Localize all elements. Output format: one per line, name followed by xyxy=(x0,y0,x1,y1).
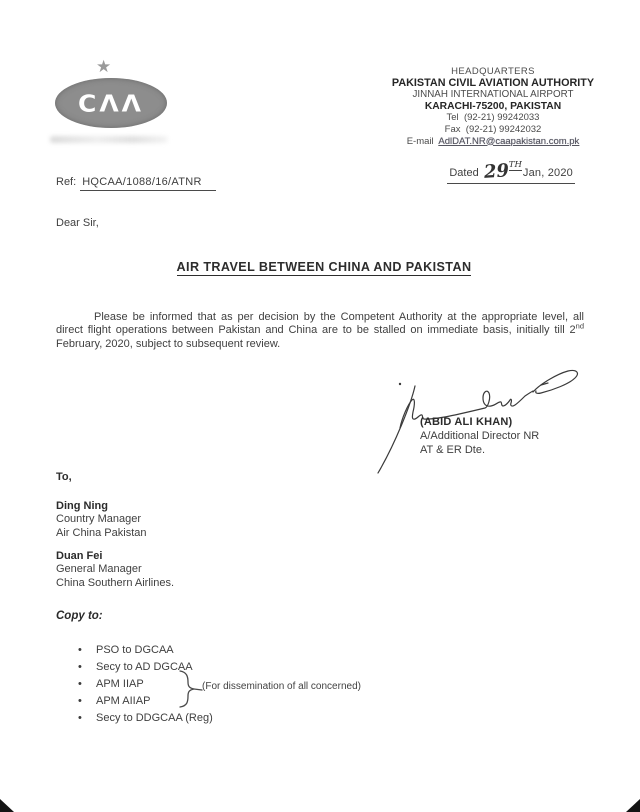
signatory-title-2: AT & ER Dte. xyxy=(420,443,486,456)
brace-note: (For dissemination of all concerned) xyxy=(202,681,361,692)
copy-list-item xyxy=(78,709,213,726)
body-text-2: February, 2020, subject to subsequent review. xyxy=(56,337,281,350)
tel-number: (92-21) 99242033 xyxy=(463,112,540,124)
letterhead-city: KARACHI-75200, PAKISTAN xyxy=(424,100,562,112)
photo-corner-left xyxy=(0,799,14,812)
to-label: To, xyxy=(56,471,72,483)
subject-text: AIR TRAVEL BETWEEN CHINA AND PAKISTAN xyxy=(176,260,472,274)
caa-logo-text: ϹΛΛ xyxy=(77,89,145,117)
photo-corner-right xyxy=(626,799,640,812)
tel-label: Tel xyxy=(446,112,459,124)
body-text-1: Please be informed that as per decision by the Competent Authority at the appropriate level, all direct flight operations between Pakistan and China are to be stalled on immediate basis, initially till 2 xyxy=(56,311,584,337)
brace-icon xyxy=(177,669,205,709)
salutation: Dear Sir, xyxy=(56,217,99,229)
recipient-title: General Manager xyxy=(56,563,142,576)
recipient-entry xyxy=(56,550,174,590)
bullet-icon: • xyxy=(78,677,82,690)
body-paragraph xyxy=(56,311,584,351)
date-line xyxy=(447,162,575,184)
recipient-name: Ding Ning xyxy=(56,500,108,512)
letterhead-tel xyxy=(340,112,640,124)
copy-item-label: APM IIAP xyxy=(96,677,144,690)
recipient-org: Air China Pakistan xyxy=(56,526,147,539)
copy-item-label: APM AIIAP xyxy=(96,694,151,707)
fax-number: (92-21) 99242032 xyxy=(465,123,542,135)
bullet-icon: • xyxy=(78,694,82,707)
signatory-name: (ABID ALI KHAN) xyxy=(420,416,513,428)
ref-label: Ref: xyxy=(56,176,77,188)
copy-list-item xyxy=(78,641,213,658)
letterhead-fax xyxy=(340,124,640,136)
ordinal-superscript: nd xyxy=(575,321,584,331)
copy-to-label: Copy to: xyxy=(56,610,103,622)
date-month-year: Jan, 2020 xyxy=(522,167,573,179)
caa-logo-oval xyxy=(55,78,167,128)
letterhead xyxy=(340,66,640,147)
ref-number: HQCAA/1088/16/ATNR xyxy=(80,176,216,191)
recipient-name: Duan Fei xyxy=(56,550,103,562)
recipient-entry xyxy=(56,500,147,540)
reference-line xyxy=(56,176,216,188)
bullet-icon: • xyxy=(78,643,82,656)
handwritten-day-suffix: TH xyxy=(508,160,522,170)
logo-caption-smudge xyxy=(50,136,168,143)
signature-block xyxy=(420,416,539,457)
letterhead-authority: PAKISTAN CIVIL AVIATION AUTHORITY xyxy=(391,76,595,89)
letterhead-email xyxy=(340,136,640,148)
letterhead-airport: JINNAH INTERNATIONAL AIRPORT xyxy=(412,89,574,101)
copy-item-label: Secy to AD DGCAA xyxy=(96,660,193,673)
copy-item-label: PSO to DGCAA xyxy=(96,643,174,656)
bullet-icon: • xyxy=(78,660,82,673)
email-address: AdlDAT.NR@caapakistan.com.pk xyxy=(438,135,580,147)
caa-logo xyxy=(50,56,180,156)
letterhead-headquarters: HEADQUARTERS xyxy=(451,66,535,77)
signatory-title-1: A/Additional Director NR xyxy=(420,429,540,442)
fax-label: Fax xyxy=(444,123,461,135)
recipient-org: China Southern Airlines. xyxy=(56,576,175,589)
email-label: E-mail xyxy=(406,135,434,147)
star-icon: ★ xyxy=(96,57,112,76)
dated-label: Dated xyxy=(449,167,479,179)
recipient-title: Country Manager xyxy=(56,513,141,526)
subject-line xyxy=(8,258,640,276)
bullet-icon: • xyxy=(78,711,82,724)
copy-item-label: Secy to DDGCAA (Reg) xyxy=(96,711,213,724)
handwritten-day: 29 xyxy=(482,160,510,183)
